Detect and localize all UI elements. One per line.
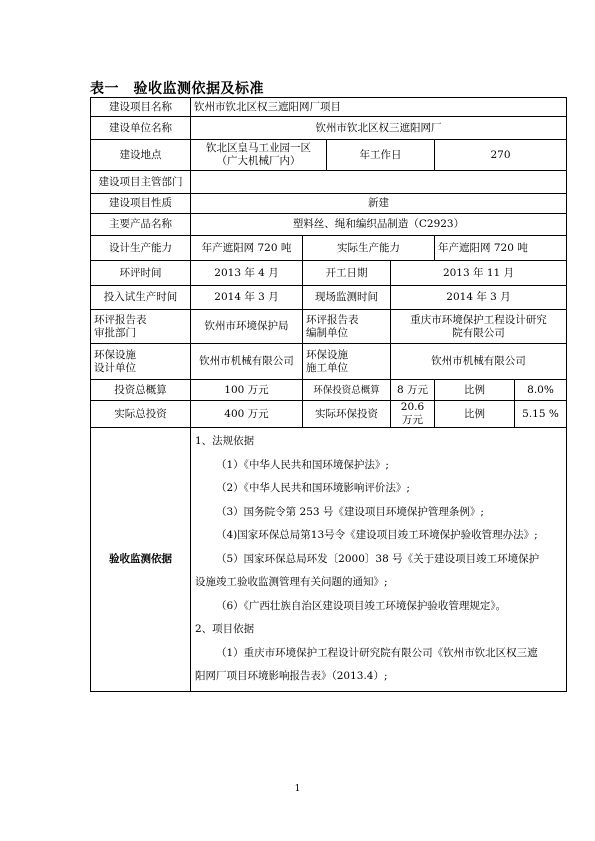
basis-item: （5）国家环保总局环发〔2000〕38 号《关于建设项目竣工环境保护 [216, 552, 540, 565]
value-design: 钦州市机械有限公司 [191, 344, 303, 380]
row-project-name [91, 98, 567, 117]
row-unit [91, 117, 567, 140]
basis-item: （1）重庆市环境保护工程设计研究院有限公司《钦州市钦北区权三遮 [216, 646, 538, 659]
design-label-line-2: 设计单位 [94, 361, 136, 374]
label-trial: 投入试生产时间 [91, 286, 191, 310]
approval-label-line-1: 环评报告表 [94, 313, 147, 326]
label-actual-ratio: 比例 [435, 401, 515, 428]
basis-content [191, 428, 567, 692]
row-actual [91, 401, 567, 428]
label-monitor-time: 现场监测时间 [303, 286, 391, 310]
label-start-date: 开工日期 [303, 261, 391, 286]
value-product: 塑料丝、绳和编织品制造（C2923） [191, 214, 567, 236]
basis-item: （3）国务院令第 253 号《建设项目环境保护管理条例》; [216, 505, 484, 518]
label-basis: 验收监测依据 [91, 428, 191, 692]
value-nature: 新建 [191, 194, 567, 214]
label-construction [303, 344, 391, 380]
label-workdays: 年工作日 [327, 140, 435, 171]
basis-item: （2）《中华人民共和国环境影响评价法》; [216, 482, 410, 494]
row-location [91, 140, 567, 171]
value-budget: 100 万元 [191, 380, 303, 401]
row-approval [91, 310, 567, 344]
value-eia-time: 2013 年 4 月 [191, 261, 303, 286]
basis-item: （6）《广西壮族自治区建设项目竣工环境保护验收管理规定》。 [216, 599, 507, 612]
value-monitor-time: 2014 年 3 月 [391, 286, 567, 310]
value-unit: 钦州市钦北区权三遮阳网厂 [191, 117, 567, 140]
value-actual-capacity: 年产遮阳网 720 吨 [435, 236, 567, 261]
value-actual-ratio: 5.15 % [515, 401, 567, 428]
location-line-2: （广大机械厂内） [216, 155, 301, 167]
label-preparer [303, 310, 391, 344]
row-authority [91, 171, 567, 194]
label-approval [91, 310, 191, 344]
label-env-budget: 环保投资总概算 [303, 380, 391, 401]
label-actual-capacity: 实际生产能力 [303, 236, 435, 261]
approval-label-line-2: 审批部门 [94, 326, 136, 339]
location-line-1: 钦北区皇马工业园一区 [206, 142, 311, 154]
row-basis [91, 428, 567, 692]
table-title: 表一 验收监测依据及标准 [90, 81, 264, 97]
basis-item-continued: 设施竣工验收监测管理有关问题的通知》; [195, 576, 388, 588]
value-env-actual: 20.6 万元 [391, 401, 435, 428]
value-trial: 2014 年 3 月 [191, 286, 303, 310]
row-capacity [91, 236, 567, 261]
label-eia-time: 环评时间 [91, 261, 191, 286]
basis-item: （4)国家环保总局第13号令《建设项目竣工环境保护验收管理办法》; [216, 529, 538, 541]
label-project-name: 建设项目名称 [91, 98, 191, 117]
label-nature: 建设项目性质 [91, 194, 191, 214]
value-budget-ratio: 8.0% [515, 380, 567, 401]
value-preparer [391, 310, 567, 344]
construction-label-line-1: 环保设施 [306, 348, 348, 361]
basis-item-continued: 阳网厂项目环境影响报告表》（2013.4）; [195, 670, 388, 682]
label-design [91, 344, 191, 380]
value-construction: 钦州市机械有限公司 [391, 344, 567, 380]
label-location: 建设地点 [91, 140, 191, 171]
preparer-label-line-1: 环评报告表 [306, 313, 359, 326]
label-actual: 实际总投资 [91, 401, 191, 428]
row-design [91, 344, 567, 380]
row-eia-time [91, 261, 567, 286]
value-authority [191, 171, 567, 194]
label-env-actual: 实际环保投资 [303, 401, 391, 428]
acceptance-basis-table [90, 97, 567, 692]
construction-label-line-2: 施工单位 [306, 361, 348, 374]
basis-heading-regulations: 1、法规依据 [195, 435, 255, 447]
page-number: 1 [294, 784, 301, 794]
basis-heading-project: 2、项目依据 [195, 623, 255, 635]
label-budget-ratio: 比例 [435, 380, 515, 401]
label-unit: 建设单位名称 [91, 117, 191, 140]
preparer-value-line-2: 院有限公司 [452, 326, 505, 339]
label-budget: 投资总概算 [91, 380, 191, 401]
design-label-line-1: 环保设施 [94, 348, 136, 361]
basis-item: （1）《中华人民共和国环境保护法》; [216, 458, 389, 471]
label-capacity: 设计生产能力 [91, 236, 191, 261]
row-budget [91, 380, 567, 401]
preparer-value-line-1: 重庆市环境保护工程设计研究 [410, 313, 547, 326]
value-actual: 400 万元 [191, 401, 303, 428]
value-start-date: 2013 年 11 月 [391, 261, 567, 286]
value-workdays: 270 [435, 140, 567, 171]
row-trial [91, 286, 567, 310]
value-project-name: 钦州市钦北区权三遮阳网厂项目 [191, 98, 567, 117]
value-approval: 钦州市环境保护局 [191, 310, 303, 344]
preparer-label-line-2: 编制单位 [306, 326, 348, 339]
row-product [91, 214, 567, 236]
value-location [191, 140, 327, 171]
value-capacity: 年产遮阳网 720 吨 [191, 236, 303, 261]
label-authority: 建设项目主管部门 [91, 171, 191, 194]
row-nature [91, 194, 567, 214]
value-env-budget: 8 万元 [391, 380, 435, 401]
label-product: 主要产品名称 [91, 214, 191, 236]
